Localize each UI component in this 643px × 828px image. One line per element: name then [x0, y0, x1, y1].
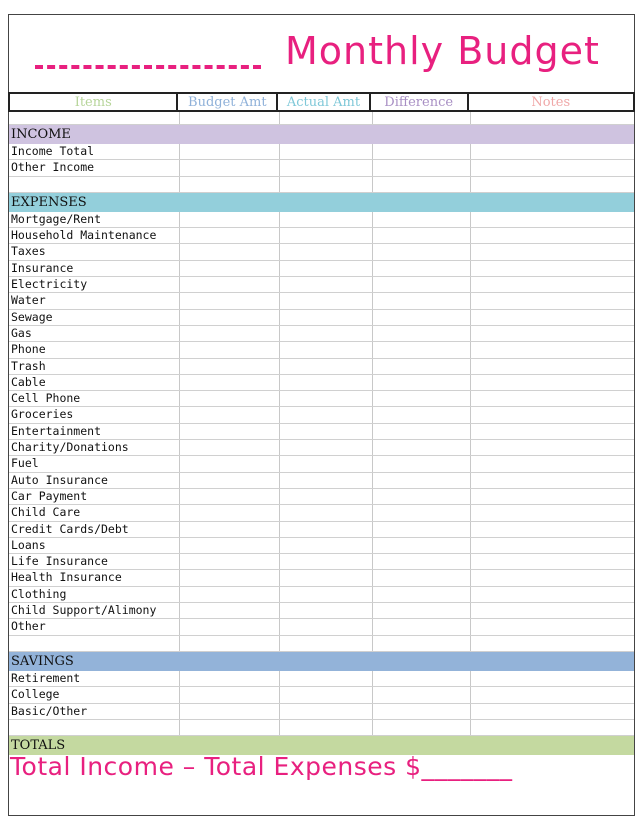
row-cell[interactable] [180, 603, 280, 618]
table-row [9, 570, 634, 586]
table-row [9, 704, 634, 720]
spacer-row [9, 177, 634, 193]
cell[interactable] [373, 177, 471, 192]
column-header-notes: Notes [469, 94, 635, 110]
row-cell[interactable] [471, 160, 634, 175]
row-cell[interactable] [471, 554, 634, 569]
row-cell[interactable] [471, 505, 634, 520]
spacer-row [9, 720, 634, 736]
cell[interactable] [9, 112, 180, 124]
row-label: Health Insurance [9, 570, 180, 585]
row-cell[interactable] [471, 619, 634, 634]
row-label: Credit Cards/Debt [9, 522, 180, 537]
row-cell[interactable] [180, 704, 280, 719]
spacer-row [9, 112, 634, 125]
row-cell[interactable] [180, 456, 280, 471]
row-cell[interactable] [180, 505, 280, 520]
row-cell[interactable] [180, 570, 280, 585]
row-cell[interactable] [280, 522, 373, 537]
table-row [9, 342, 634, 358]
row-cell[interactable] [471, 489, 634, 504]
row-cell[interactable] [280, 554, 373, 569]
row-cell[interactable] [471, 310, 634, 325]
row-cell[interactable] [180, 424, 280, 439]
row-cell[interactable] [373, 587, 471, 602]
row-cell[interactable] [280, 261, 373, 276]
table-row [9, 473, 634, 489]
spacer-row [9, 636, 634, 652]
row-label: Other [9, 619, 180, 634]
row-cell[interactable] [471, 538, 634, 553]
row-label: Life Insurance [9, 554, 180, 569]
column-header-row [8, 92, 635, 112]
cell[interactable] [180, 112, 280, 124]
row-cell[interactable] [373, 391, 471, 406]
table-row [9, 228, 634, 244]
row-cell[interactable] [373, 505, 471, 520]
row-cell[interactable] [280, 440, 373, 455]
row-label: Child Support/Alimony [9, 603, 180, 618]
row-cell[interactable] [373, 489, 471, 504]
cell[interactable] [471, 720, 634, 735]
row-cell[interactable] [471, 342, 634, 357]
budget-rows [9, 112, 634, 755]
row-label: Car Payment [9, 489, 180, 504]
row-cell[interactable] [280, 489, 373, 504]
table-row [9, 424, 634, 440]
section-header-expenses: EXPENSES [9, 193, 634, 212]
row-label: Auto Insurance [9, 473, 180, 488]
row-label: Clothing [9, 587, 180, 602]
row-label: Retirement [9, 671, 180, 686]
row-cell[interactable] [280, 407, 373, 422]
table-row [9, 619, 634, 635]
row-cell[interactable] [373, 440, 471, 455]
row-cell[interactable] [471, 522, 634, 537]
row-label: Cell Phone [9, 391, 180, 406]
row-cell[interactable] [180, 375, 280, 390]
table-row [9, 505, 634, 521]
row-cell[interactable] [280, 160, 373, 175]
row-label: Other Income [9, 160, 180, 175]
row-cell[interactable] [373, 522, 471, 537]
row-cell[interactable] [373, 293, 471, 308]
row-cell[interactable] [180, 342, 280, 357]
row-cell[interactable] [180, 160, 280, 175]
row-cell[interactable] [471, 570, 634, 585]
section-header-income: INCOME [9, 125, 634, 144]
row-cell[interactable] [280, 228, 373, 243]
row-cell[interactable] [373, 704, 471, 719]
row-cell[interactable] [471, 228, 634, 243]
row-cell[interactable] [180, 391, 280, 406]
row-cell[interactable] [180, 293, 280, 308]
row-cell[interactable] [471, 212, 634, 227]
row-cell[interactable] [280, 342, 373, 357]
row-cell[interactable] [280, 505, 373, 520]
row-cell[interactable] [180, 407, 280, 422]
title-area [9, 15, 634, 91]
table-row [9, 293, 634, 309]
row-cell[interactable] [373, 407, 471, 422]
row-cell[interactable] [180, 212, 280, 227]
row-cell[interactable] [373, 671, 471, 686]
row-cell[interactable] [280, 619, 373, 634]
row-cell[interactable] [373, 212, 471, 227]
cell[interactable] [373, 636, 471, 651]
name-blank-line [35, 65, 261, 69]
row-cell[interactable] [373, 144, 471, 159]
row-cell[interactable] [373, 228, 471, 243]
row-cell[interactable] [373, 603, 471, 618]
row-cell[interactable] [280, 293, 373, 308]
row-label: Taxes [9, 244, 180, 259]
row-cell[interactable] [373, 473, 471, 488]
row-cell[interactable] [280, 538, 373, 553]
row-label: Loans [9, 538, 180, 553]
row-cell[interactable] [280, 473, 373, 488]
row-cell[interactable] [180, 144, 280, 159]
table-row [9, 440, 634, 456]
row-cell[interactable] [471, 326, 634, 341]
table-row [9, 554, 634, 570]
row-label: Household Maintenance [9, 228, 180, 243]
row-label: Trash [9, 359, 180, 374]
table-row [9, 310, 634, 326]
row-cell[interactable] [471, 261, 634, 276]
page-title: Monthly Budget [285, 29, 600, 73]
row-cell[interactable] [180, 310, 280, 325]
cell[interactable] [373, 112, 471, 124]
row-cell[interactable] [280, 704, 373, 719]
row-cell[interactable] [471, 277, 634, 292]
table-row [9, 407, 634, 423]
row-cell[interactable] [180, 522, 280, 537]
table-row [9, 244, 634, 260]
row-cell[interactable] [280, 326, 373, 341]
cell[interactable] [280, 112, 373, 124]
cell[interactable] [471, 177, 634, 192]
row-cell[interactable] [280, 456, 373, 471]
row-cell[interactable] [180, 277, 280, 292]
row-cell[interactable] [471, 244, 634, 259]
table-row [9, 456, 634, 472]
table-row [9, 144, 634, 160]
row-label: Electricity [9, 277, 180, 292]
row-label: Phone [9, 342, 180, 357]
row-cell[interactable] [373, 456, 471, 471]
row-cell[interactable] [471, 473, 634, 488]
row-cell[interactable] [471, 456, 634, 471]
row-cell[interactable] [471, 144, 634, 159]
table-row [9, 391, 634, 407]
row-label: Basic/Other [9, 704, 180, 719]
row-cell[interactable] [471, 375, 634, 390]
table-row [9, 212, 634, 228]
row-cell[interactable] [373, 619, 471, 634]
row-cell[interactable] [180, 671, 280, 686]
table-row [9, 587, 634, 603]
cell[interactable] [373, 720, 471, 735]
row-cell[interactable] [373, 687, 471, 702]
row-label: Child Care [9, 505, 180, 520]
row-cell[interactable] [180, 554, 280, 569]
row-cell[interactable] [471, 391, 634, 406]
row-cell[interactable] [180, 473, 280, 488]
cell[interactable] [471, 112, 634, 124]
table-row [9, 603, 634, 619]
total-formula: Total Income – Total Expenses $_______ [10, 752, 513, 781]
row-cell[interactable] [373, 554, 471, 569]
row-cell[interactable] [280, 587, 373, 602]
row-cell[interactable] [180, 228, 280, 243]
column-header-items: Items [8, 94, 178, 110]
cell[interactable] [180, 636, 280, 651]
table-row [9, 489, 634, 505]
row-cell[interactable] [373, 538, 471, 553]
row-cell[interactable] [471, 440, 634, 455]
row-cell[interactable] [180, 261, 280, 276]
row-label: Insurance [9, 261, 180, 276]
table-row [9, 522, 634, 538]
row-cell[interactable] [373, 326, 471, 341]
row-cell[interactable] [373, 359, 471, 374]
row-cell[interactable] [180, 619, 280, 634]
row-label: Income Total [9, 144, 180, 159]
column-header-budget-amt: Budget Amt [178, 94, 278, 110]
row-cell[interactable] [180, 244, 280, 259]
row-cell[interactable] [180, 326, 280, 341]
cell[interactable] [280, 636, 373, 651]
row-cell[interactable] [373, 160, 471, 175]
row-label: Charity/Donations [9, 440, 180, 455]
row-label: Gas [9, 326, 180, 341]
section-header-totals: TOTALS [9, 736, 634, 755]
row-cell[interactable] [280, 212, 373, 227]
row-cell[interactable] [280, 359, 373, 374]
column-header-actual-amt: Actual Amt [278, 94, 371, 110]
row-cell[interactable] [180, 538, 280, 553]
cell[interactable] [9, 636, 180, 651]
cell[interactable] [180, 177, 280, 192]
row-cell[interactable] [471, 671, 634, 686]
section-header-savings: SAVINGS [9, 652, 634, 671]
row-cell[interactable] [280, 310, 373, 325]
row-label: Sewage [9, 310, 180, 325]
cell[interactable] [471, 636, 634, 651]
row-cell[interactable] [280, 375, 373, 390]
row-label: Entertainment [9, 424, 180, 439]
budget-sheet [8, 14, 635, 816]
table-row [9, 687, 634, 703]
table-row [9, 538, 634, 554]
row-cell[interactable] [180, 359, 280, 374]
row-label: College [9, 687, 180, 702]
row-cell[interactable] [373, 277, 471, 292]
row-cell[interactable] [280, 244, 373, 259]
row-cell[interactable] [471, 359, 634, 374]
cell[interactable] [280, 720, 373, 735]
row-cell[interactable] [471, 687, 634, 702]
table-row [9, 359, 634, 375]
row-cell[interactable] [280, 687, 373, 702]
row-label: Fuel [9, 456, 180, 471]
table-row [9, 160, 634, 176]
row-cell[interactable] [471, 704, 634, 719]
row-cell[interactable] [180, 489, 280, 504]
cell[interactable] [9, 720, 180, 735]
table-row [9, 277, 634, 293]
row-label: Water [9, 293, 180, 308]
row-cell[interactable] [471, 407, 634, 422]
row-label: Mortgage/Rent [9, 212, 180, 227]
row-cell[interactable] [471, 587, 634, 602]
row-cell[interactable] [373, 261, 471, 276]
row-cell[interactable] [471, 293, 634, 308]
table-row [9, 671, 634, 687]
cell[interactable] [280, 177, 373, 192]
row-cell[interactable] [280, 671, 373, 686]
row-cell[interactable] [280, 277, 373, 292]
row-cell[interactable] [471, 424, 634, 439]
row-cell[interactable] [373, 342, 471, 357]
row-cell[interactable] [471, 603, 634, 618]
row-cell[interactable] [373, 310, 471, 325]
row-cell[interactable] [280, 391, 373, 406]
row-cell[interactable] [180, 587, 280, 602]
cell[interactable] [9, 177, 180, 192]
row-label: Cable [9, 375, 180, 390]
table-row [9, 375, 634, 391]
column-header-difference: Difference [371, 94, 469, 110]
row-cell[interactable] [280, 570, 373, 585]
row-cell[interactable] [373, 375, 471, 390]
cell[interactable] [180, 720, 280, 735]
row-cell[interactable] [280, 144, 373, 159]
row-cell[interactable] [180, 440, 280, 455]
row-cell[interactable] [280, 424, 373, 439]
table-row [9, 261, 634, 277]
row-cell[interactable] [373, 424, 471, 439]
row-cell[interactable] [280, 603, 373, 618]
row-label: Groceries [9, 407, 180, 422]
row-cell[interactable] [373, 244, 471, 259]
row-cell[interactable] [373, 570, 471, 585]
row-cell[interactable] [180, 687, 280, 702]
table-row [9, 326, 634, 342]
